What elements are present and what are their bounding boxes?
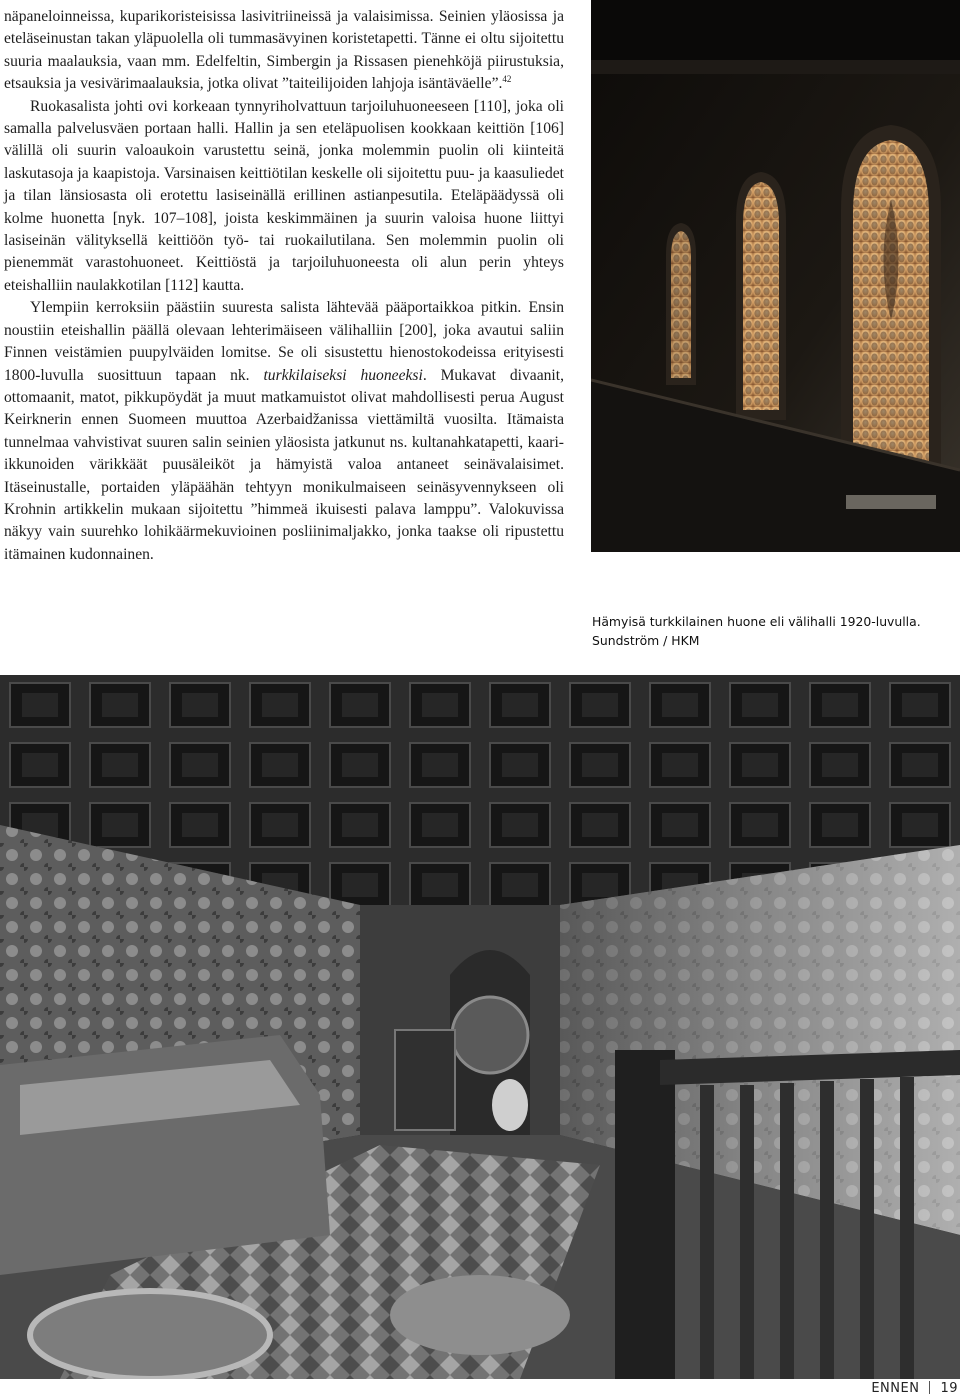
turkish-room-illustration <box>0 675 960 1379</box>
article-paragraph: näpaneloinneissa, kuparikoristeisissa lasivitriineissä ja valaisimissa. Seinien yläosissa ja eteläseinustan takan yläpuolella oli tummasävyinen koristetapetti. Tänne ei oltu sijoitettu suuria maalauksia, vaan mm. Edelfeltin, Simbergin ja Rissasen pienehköjä piirustuksia, etsauksia ja vesivärimaalauksia, jotka olivat ”taiteilijoiden lahjoja isäntäväelle”.$^{42}$ <box>4 8 564 93</box>
article-body <box>4 6 564 566</box>
emphasis-term: turkkilaiseksi huoneeksi <box>263 366 423 384</box>
magazine-name: ENNEN <box>871 1381 920 1396</box>
footnote-marker: 42 <box>502 74 512 85</box>
article-paragraph: Ruokasalista johti ovi korkeaan tynnyriholvattuun tarjoiluhuoneeseen [110], joka oli samalla palvelusväen portaan halli. Hallin ja sen eteläpuolisen kookkaan keittiön [106] välillä oli suurin valoaukoin varustettu seinä, jonka molemmin puolin oli kiinteitä laskutasoja ja kaapistoja. Varsinaisen keittiötilan keskelle oli sijoitettu puu- ja kaasuliedet ja tilan länsiosasta oli erotettu lasiseinällä erillinen astianpesutila. Eteläpäädyssä oli kolme huonetta [nyk. 107–108], joista keskimmäinen ja suurin valoisa huone liittyi lasiseinän välityksellä keittiöön työ- tai ruokailutilana. Sen molemmin puolin oli pienemmät varastohuoneet. Keittiöstä ja tarjoiluhuoneesta oli alun perin yhteys eteishalliin naulakkotilan [112] kautta. <box>4 97 564 294</box>
arched-windows-illustration <box>591 0 960 552</box>
stained-glass-window <box>736 172 786 420</box>
page-footer <box>871 1381 958 1396</box>
page-number: 19 <box>940 1381 958 1396</box>
photo-turkish-room <box>0 675 960 1379</box>
photo-caption: Hämyisä turkkilainen huone eli välihalli 1920-luvulla. Sundström / HKM <box>592 614 921 648</box>
article-paragraph: Ylempiin kerroksiin päästiin suuresta salista lähtevää pääportaikkoa pitkin. Ensin noustiin eteishallin päällä olevaan lehterimäiseen välihalliin [200], joka avautui saliin Finnen veistämien puupylväiden lomitse. Se oli sisustettu hienostokodeissa erityisesti 1800-luvulla suosittuun tapaan nk. turkkilaiseksi huoneeksi. Mukavat divaanit, ottomaanit, matot, pikkupöydät ja muut matkamuistot olivat mahdollisesti perua August Keirknerin ennen Suomeen muuttoa Azerbaidžanissa viettämiltä vuosilta. Itämaista tunnelmaa vahvistivat suuren salin seinien yläosista jatkunut ns. kultanahkatapetti, kaari-ikkunoiden värikkäät puusäleiköt ja hämyistä valoa antaneet seinävalaisimet. Itäseinustalle, portaiden yläpäähän tehtyyn monikulmaiseen seinäsyvennykseen oli Krohnin artikkelin mukaan sijoitettu ”himmeä ikuisesti palava lamppu”. Valokuvissa näkyy vain suurehko lohikäärmekuvioinen posliinimaljakko, jonka taakse oli ripustettu itämainen kudonnainen. <box>4 299 564 563</box>
footer-divider <box>929 1381 930 1394</box>
stained-glass-window <box>666 223 696 385</box>
photo-arched-windows <box>591 0 960 552</box>
balustrade <box>615 1050 960 1379</box>
